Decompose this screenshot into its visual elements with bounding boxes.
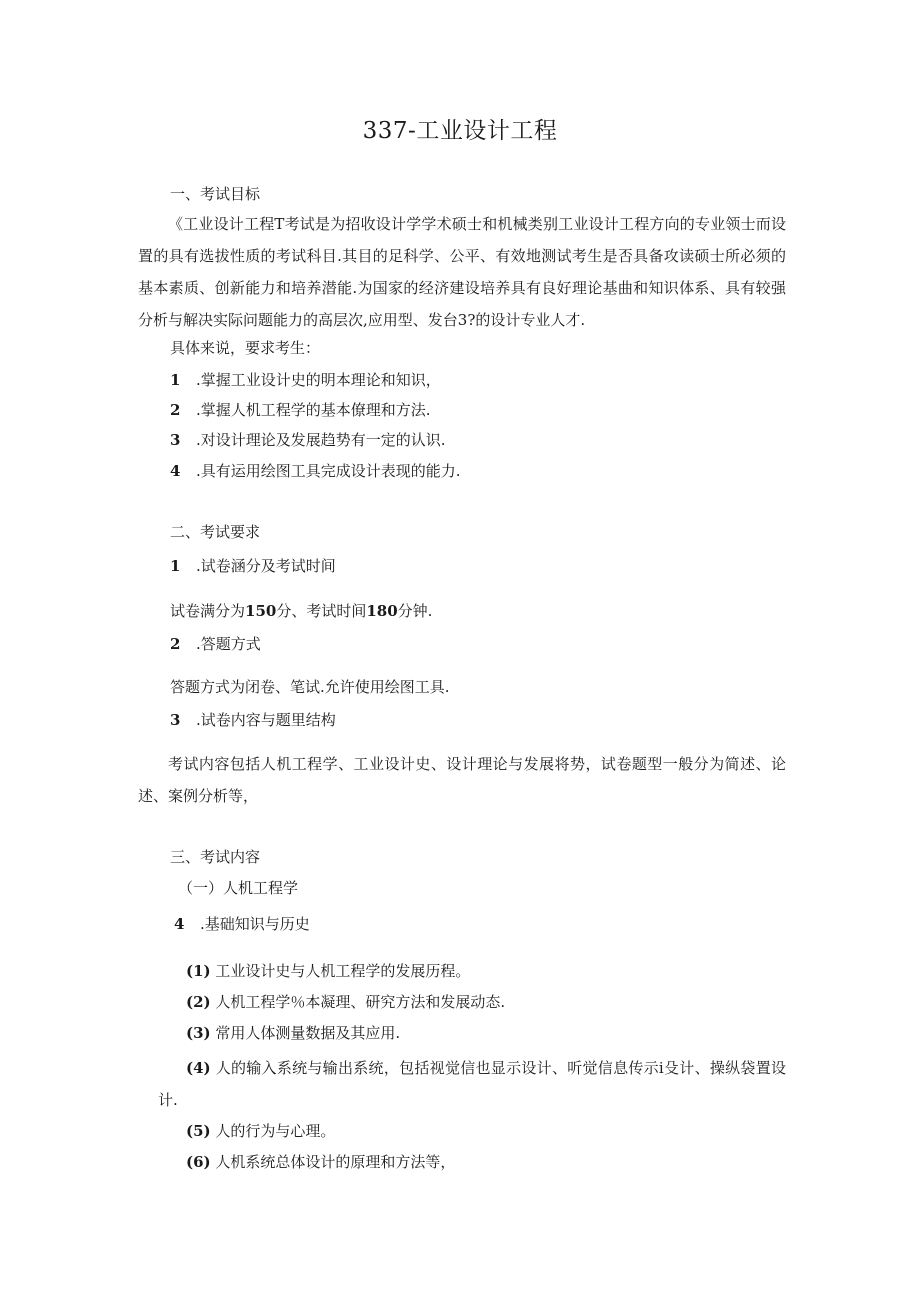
list-item <box>186 1023 400 1043</box>
subsection-text: .答题方式 <box>196 635 261 653</box>
list-item-number: (5) <box>186 1122 211 1140</box>
part-heading-ergonomics: （一）人机工程学 <box>178 879 299 897</box>
exam-content-paragraph: 考试内容包括人机工程学、工业设计史、设计理论与发展将势，试卷题型一般分为简述、论述、案例分析等， <box>138 755 786 805</box>
list-item-number: (2) <box>186 993 211 1011</box>
list-item-text: 人的输入系统与输出系统，包括视觉信也显示设计、听觉信息传示i殳计、操纵袋置设计. <box>158 1059 786 1109</box>
list-item <box>186 1152 455 1172</box>
section-heading-exam-requirements: 二、考试要求 <box>170 523 261 541</box>
section-heading-exam-goal: 一、考试目标 <box>170 185 261 203</box>
list-item <box>170 370 441 390</box>
subsection-text: .试卷内容与题里结构 <box>196 711 336 729</box>
subsection-number: 1 <box>170 557 181 575</box>
score-prefix: 试卷满分为 <box>170 602 246 620</box>
subsection-number: 4 <box>174 915 185 933</box>
list-item-number: 1 <box>170 371 181 389</box>
list-item-text: 人机系统总体设计的原理和方法等， <box>215 1153 456 1171</box>
list-item <box>186 1121 335 1141</box>
list-item <box>186 992 505 1012</box>
subsection-number: 2 <box>170 635 181 653</box>
list-item-number: (3) <box>186 1024 211 1042</box>
subsection-heading <box>174 914 310 934</box>
list-item-text: .掌握人机工程学的基本僚理和方法. <box>196 401 431 419</box>
subsection-heading <box>170 556 336 576</box>
list-item-text: 工业设计史与人机工程学的发展历程。 <box>215 962 471 980</box>
list-item-text: 人的行为与心理。 <box>215 1122 336 1140</box>
list-item <box>186 961 470 981</box>
list-item-number: (1) <box>186 962 211 980</box>
subsection-text: .基础知识与历史 <box>200 915 310 933</box>
score-middle: 分、考试时间 <box>276 602 367 620</box>
list-item-text: 常用人体测量数据及其应用. <box>215 1024 401 1042</box>
score-time-text <box>170 601 432 621</box>
requirements-intro: 具体来说，要求考生： <box>170 339 321 357</box>
list-item <box>170 461 461 481</box>
list-item-number: (6) <box>186 1153 211 1171</box>
list-item <box>170 400 431 420</box>
subsection-number: 3 <box>170 711 181 729</box>
score-suffix: 分钟. <box>397 602 433 620</box>
list-item-text: 人机工程学％本凝理、研究方法和发展动态. <box>215 993 506 1011</box>
list-item-number: 2 <box>170 401 181 419</box>
list-item <box>170 430 446 450</box>
time-value: 180 <box>366 602 398 620</box>
list-item-text: .掌握工业设计史的明本理论和知识， <box>196 371 441 389</box>
score-value: 150 <box>245 602 277 620</box>
list-item-number: 3 <box>170 431 181 449</box>
section-heading-exam-content: 三、考试内容 <box>170 848 261 866</box>
list-item-number: (4) <box>186 1059 211 1077</box>
subsection-text: .试卷涵分及考试时间 <box>196 557 336 575</box>
list-item <box>158 1052 786 1116</box>
subsection-heading <box>170 634 261 654</box>
subsection-heading <box>170 710 336 730</box>
list-item-number: 4 <box>170 462 181 480</box>
list-item-text: .对设计理论及发展趋势有一定的认识. <box>196 431 446 449</box>
list-item-text: .具有运用绘图工具完成设计表现的能力. <box>196 462 461 480</box>
exam-goal-paragraph: 《工业设计工程T考试是为招收设计学学术硕士和机械类别工业设计工程方向的专业领士而设置的具有选拔性质的考试科目.其目的足科学、公平、有效地测试考生是否具备攻读硕士所必须的基本素质、创新能力和培养潜能.为国家的经济建设培养具有良好理论基曲和知识体系、具有较强分析与解决实际问题能力的高层次,应用型、发台3?的设计专业人才. <box>138 215 786 329</box>
answer-method-text: 答题方式为闭卷、笔试.允许使用绘图工具. <box>170 678 450 696</box>
page-title: 337-工业设计工程 <box>362 118 558 144</box>
